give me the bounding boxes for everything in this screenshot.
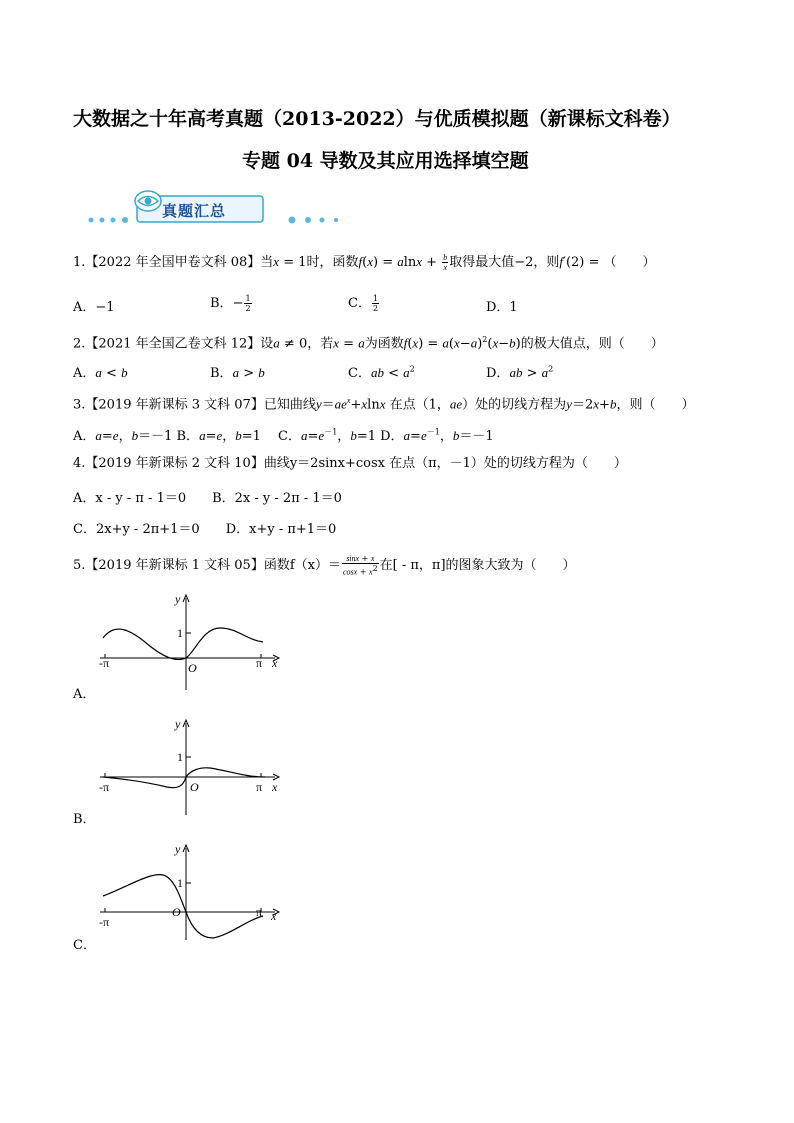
svg-text:-π: -π (99, 780, 110, 794)
q1-option-c: C． $\frac{1}{2}$ (348, 294, 379, 313)
q4-options-line2: C．2x+y - 2π+1＝0 D．x+y - π+1＝0 (73, 522, 337, 537)
question-1: 1.【2022 年全国甲卷文科 08】当x = 1时，函数f(x) = alnx + $\frac{b}{x}$ 取得最大值−2，则f′(2) = （ ） (73, 253, 656, 272)
svg-text:1: 1 (177, 876, 183, 890)
banner-dots-left (85, 214, 135, 226)
svg-text:1: 1 (177, 750, 183, 764)
svg-text:π: π (256, 905, 263, 919)
eye-icon (137, 194, 159, 208)
fraction-sinx-over-cosx: $\frac{\sin x + x}{\cos x + x^2}$ (342, 554, 378, 577)
q2-option-a: A．a < b (73, 365, 128, 381)
sub-title: 专题 04 导数及其应用选择填空题 (242, 150, 529, 172)
svg-text:-π: -π (99, 915, 110, 929)
svg-text:x: x (272, 656, 278, 670)
graph-label-b: B． (73, 812, 96, 827)
svg-text:O: O (172, 905, 181, 919)
graph-b (95, 715, 295, 820)
q2-option-c: C．ab < $a^2$ (348, 364, 415, 381)
banner-label: 真题汇总 (162, 202, 227, 220)
main-title: 大数据之十年高考真题（2013-2022）与优质模拟题（新课标文科卷） (73, 108, 681, 130)
svg-text:y: y (175, 717, 181, 731)
graph-a (95, 590, 295, 695)
svg-text:1: 1 (177, 626, 183, 640)
svg-text:π: π (256, 780, 263, 794)
graph-label-a: A． (73, 687, 96, 702)
svg-text:-π: -π (99, 656, 110, 670)
svg-text:O: O (188, 661, 197, 675)
graph-label-c: C． (73, 938, 96, 953)
fraction-b-over-x: $\frac{b}{x}$ (443, 253, 448, 272)
question-3: 3.【2019 年新课标 3 文科 07】已知曲线$y=ae^x+xlnx$ 在点（1，ae）处的切线方程为y＝2x+b，则（ ） (73, 396, 695, 413)
svg-text:π: π (256, 656, 263, 670)
graph-c (95, 840, 295, 945)
banner-box (130, 189, 270, 227)
q1-option-a: A．−1 (73, 300, 115, 315)
svg-text:y: y (175, 842, 181, 856)
q2-option-d: D．ab > $a^2$ (486, 364, 554, 381)
question-5: 5.【2019 年新课标 1 文科 05】函数f（x）＝ $\frac{\sin x + x}{\cos x + x^2}$ 在[ - π，π]的图象大致为（ ） (73, 554, 576, 577)
svg-text:x: x (272, 780, 278, 794)
q1-option-b: B．− $\frac{1}{2}$ (210, 294, 251, 313)
banner-dots-right (286, 214, 346, 226)
y-axis-label: y (175, 592, 181, 606)
q3-options: A．a=e，b＝－1 B．a=e，b=1 C．$a=e^{-1}$，b=1 D．$a=e^{-1}$，b＝－1 (73, 427, 494, 444)
q4-options-line1: A．x - y - π - 1＝0 B．2x - y - 2π - 1＝0 (73, 491, 342, 506)
question-2: 2.【2021 年全国乙卷文科 12】设a ≠ 0，若x = a为函数$f(x) = a(x-a)^2(x-b)$的极大值点，则（ ） (73, 335, 664, 352)
question-4: 4.【2019 年新课标 2 文科 10】曲线y＝2sinx+cosx 在点（π，－1）处的切线方程为（ ） (73, 456, 627, 471)
q1-option-d: D．1 (486, 300, 518, 315)
q2-option-b: B．a > b (210, 365, 265, 381)
svg-text:O: O (190, 780, 199, 794)
svg-text:x: x (271, 909, 277, 923)
